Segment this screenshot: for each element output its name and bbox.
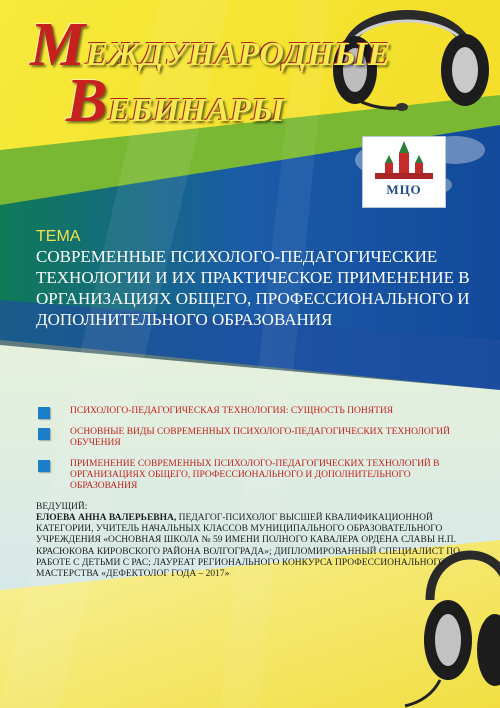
kremlin-icon [363, 139, 445, 183]
list-item [38, 427, 458, 449]
topic-label: ТЕМА [36, 228, 81, 245]
banner-line-2-rest: ЕБИНАРЫ [107, 92, 285, 129]
banner-line-2 [66, 66, 285, 137]
bullet-text: ОСНОВНЫЕ ВИДЫ СОВРЕМЕННЫХ ПСИХОЛОГО-ПЕДАГОГИЧЕСКИХ ТЕХНОЛОГИЙ ОБУЧЕНИЯ [70, 427, 450, 448]
list-item [38, 459, 458, 492]
host-label: ВЕДУЩИЙ: [36, 502, 88, 512]
bullet-text: ПСИХОЛОГО-ПЕДАГОГИЧЕСКАЯ ТЕХНОЛОГИЯ: СУЩНОСТЬ ПОНЯТИЯ [70, 406, 394, 416]
topic-title: СОВРЕМЕННЫЕ ПСИХОЛОГО-ПЕДАГОГИЧЕСКИЕ ТЕХНОЛОГИИ И ИХ ПРАКТИЧЕСКОЕ ПРИМЕНЕНИЕ В ОРГАНИЗАЦИЯХ ОБЩЕГО, ПРОФЕССИОНАЛЬНОГО И ДОПОЛНИТЕЛЬНОГО ОБРАЗОВАНИЯ [36, 247, 470, 329]
mco-logo [362, 136, 446, 208]
mco-logo-text: МЦО [386, 182, 422, 197]
host-name: ЕЛОЕВА АННА ВАЛЕРЬЕВНА, [36, 513, 177, 523]
bullet-text: ПРИМЕНЕНИЕ СОВРЕМЕННЫХ ПСИХОЛОГО-ПЕДАГОГИЧЕСКИХ ТЕХНОЛОГИЙ В ОРГАНИЗАЦИЯХ ОБЩЕГО, ПРОФЕССИОНАЛЬНОГО И ДОПОЛНИТЕЛЬНОГО ОБРАЗОВАНИЯ [70, 459, 440, 491]
bullet-list [38, 406, 458, 502]
banner-line-1-rest: ЕЖДУНАРОДНЫЕ [85, 36, 391, 73]
banner-line-2-cap: В [66, 67, 108, 135]
bullet-square-icon [38, 407, 50, 419]
banner-line-1-cap: М [30, 11, 86, 79]
list-item [38, 406, 458, 417]
bullet-square-icon [38, 428, 50, 440]
host-bio: ПЕДАГОГ-ПСИХОЛОГ ВЫСШЕЙ КВАЛИФИКАЦИОННОЙ КАТЕГОРИИ, УЧИТЕЛЬ НАЧАЛЬНЫХ КЛАССОВ МУНИЦИПАЛЬНОГО ОБРАЗОВАТЕЛЬНОГО УЧРЕЖДЕНИЯ «ОСНОВНАЯ ШКОЛА № 59 ИМЕНИ ПОЛНОГО КАВАЛЕРА ОРДЕНА СЛАВЫ Н.П. КРАСЮКОВА КИРОВСКОГО РАЙОНА ВОЛГОГРАДА»; ДИПЛОМИРОВАННЫЙ СПЕЦИАЛИСТ ПО РАБОТЕ С ДЕТЬМИ С РАС; ЛАУРЕАТ РЕГИОНАЛЬНОГО КОНКУРСА ПРОФЕССИОНАЛЬНОГО МАСТЕРСТВА «ДЕФЕКТОЛОГ ГОДА – 2017» [36, 513, 460, 580]
host-description [36, 513, 476, 580]
bullet-square-icon [38, 460, 50, 472]
